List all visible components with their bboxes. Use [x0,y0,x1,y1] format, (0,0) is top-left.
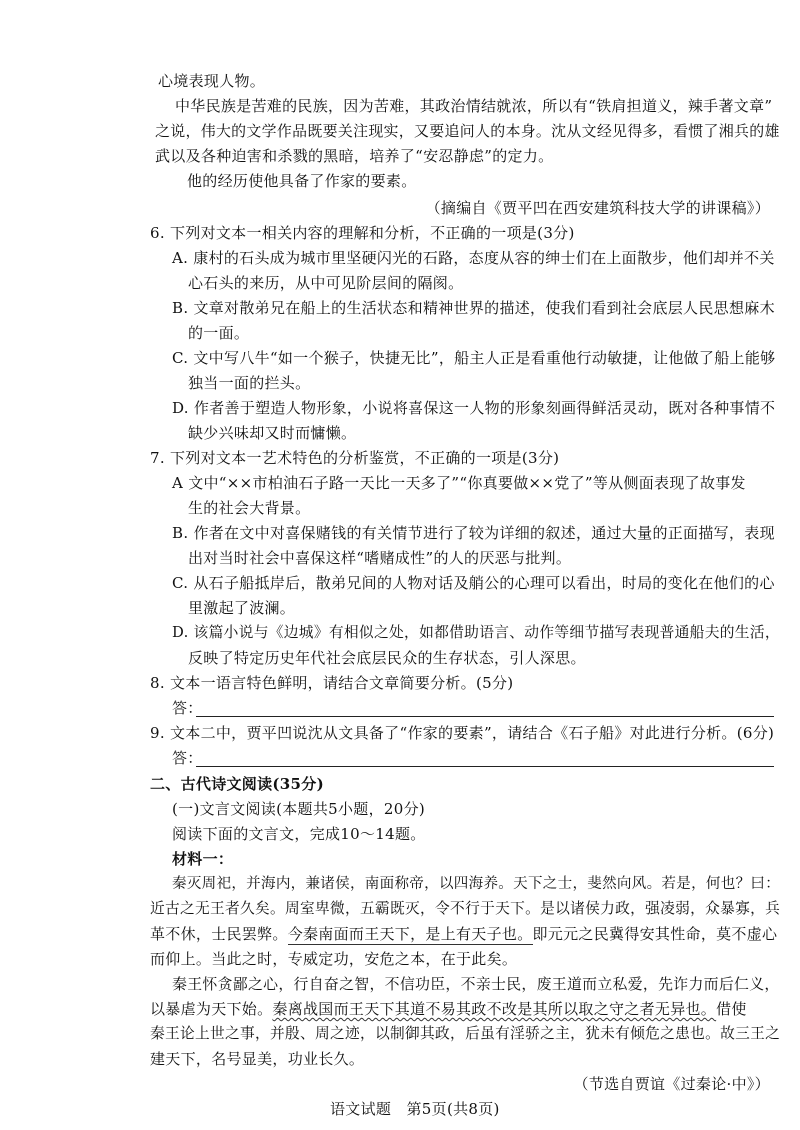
wavy-underlined-sentence: 秦离战国而王天下其道不易其政不改是其所以取之守之者无异也。 [272,1000,717,1018]
text2-line: 心境表现人物。 [158,72,266,90]
classical-text-line: 秦灭周祀，并海内，兼诸侯，南面称帝，以四海养。天下之士，斐然向风。若是，何也？曰： [172,876,781,892]
q6-option-c-cont: 独当一面的拦头。 [188,374,311,392]
text2-line: 他的经历使他具备了作家的要素。 [187,172,417,190]
text2-line: 之说，伟大的文学作品既要关注现实，又要追问人的本身。沈从文经见得多，看惯了湘兵的雄 [155,122,780,140]
question-6-stem: 6. 下列对文本一相关内容的理解和分析，不正确的一项是(3分) [150,224,575,242]
q7-option-d: D. 该篇小说与《边城》有相似之处，如都借助语言、动作等细节描写表现普通船夫的生活， [172,624,780,641]
classical-text-line: 秦王论上世之事，并殷、周之迹，以制御其政，后虽有淫骄之主，犹未有倾危之患也。故三王之 [150,1025,781,1042]
q8-answer-line[interactable] [196,716,774,717]
classical-text-segment: 借使 [716,1000,747,1018]
q6-option-d: D. 作者善于塑造人物形象，小说将喜保这一人物的形象刻画得鲜活灵动，既对各种事情不 [172,399,776,417]
classical-text-segment: 革不休，士民罢弊。 [150,925,288,943]
q9-answer-line[interactable] [196,766,774,767]
section-2-title: 二、古代诗文阅读(35分) [150,775,324,793]
material-1-label: 材料一： [172,850,234,868]
page-footer: 语文试题 第5页(共8页) [330,1100,500,1118]
q6-option-b-cont: 的一面。 [188,324,250,342]
q9-answer-label: 答： [172,749,203,767]
question-7-stem: 7. 下列对文本一艺术特色的分析鉴赏，不正确的一项是(3分) [150,449,560,467]
text2-line: 中华民族是苦难的民族，因为苦难，其政治情结就浓，所以有“铁肩担道义，辣手著文章” [175,97,773,115]
classical-text-segment: 即元元之民冀得安其性命，莫不虚心 [532,925,778,943]
classical-text-line [150,923,777,945]
classical-text-line: 近古之无王者久矣。周室卑微，五霸既灭，令不行于天下。是以诸侯力政，强凌弱，众暴寡，兵 [150,900,781,917]
q7-option-a-cont: 生的社会大背景。 [188,499,311,517]
section-2-instruction: 阅读下面的文言文，完成10～14题。 [172,825,426,843]
classical-text-source: （节选自贾谊《过秦论·中》） [573,1075,770,1093]
question-8-stem: 8. 文本一语言特色鲜明，请结合文章简要分析。(5分) [150,674,514,692]
q6-option-c: C. 文中写八牛“如一个猴子，快捷无比”，船主人正是看重他行动敏捷，让他做了船上能够 [172,349,776,367]
question-9-stem: 9. 文本二中，贾平凹说沈从文具备了“作家的要素”，请结合《石子船》对此进行分析。(6分) [150,724,775,742]
section-2-sub: (一)文言文阅读(本题共5小题，20分) [172,800,426,818]
q7-option-d-cont: 反映了特定历史年代社会底层民众的生存状态，引人深思。 [188,649,586,667]
q7-option-b-cont: 出对当时社会中喜保这样“嗜赌成性”的人的厌恶与批判。 [188,549,572,567]
q7-option-b: B. 作者在文中对喜保赌钱的有关情节进行了较为详细的叙述，通过大量的正面描写，表现 [172,524,775,542]
q6-option-d-cont: 缺少兴味却又时而慵懒。 [188,424,357,442]
classical-text-segment: 以暴虐为天下始。 [150,1000,273,1018]
q7-option-a: A 文中“××市柏油石子路一天比一天多了”“你真要做××党了”等从侧面表现了故事发 [172,474,746,492]
text2-line: 武以及各种迫害和杀戮的黑暗，培养了“安忍静虑”的定力。 [155,147,554,165]
q6-option-a-cont: 心石头的来历，从中可见阶层间的隔阂。 [188,274,464,292]
classical-text-line: 建天下，名号显美，功业长久。 [150,1050,365,1068]
q6-option-a: A. 康村的石头成为城市里坚硬闪光的石路，态度从容的绅士们在上面散步，他们却并不关 [172,249,775,267]
classical-text-line: 而仰上。当此之时，专威定功，安危之本，在于此矣。 [150,950,518,968]
text2-source: （摘编自《贾平凹在西安建筑科技大学的讲课稿》） [425,199,770,217]
underlined-sentence: 今秦南面而王天下，是上有天子也。 [287,925,533,943]
q7-option-c: C. 从石子船抵岸后，散弟兄间的人物对话及艄公的心理可以看出，时局的变化在他们的心 [172,574,775,592]
classical-text-line [150,998,747,1020]
q7-option-c-cont: 里激起了波澜。 [188,599,296,617]
q8-answer-label: 答： [172,699,203,717]
q6-option-b: B. 文章对散弟兄在船上的生活状态和精神世界的描述，使我们看到社会底层人民思想麻木 [172,299,775,317]
classical-text-line: 秦王怀贪鄙之心，行自奋之智，不信功臣，不亲士民，废王道而立私爱，先诈力而后仁义， [172,975,780,993]
